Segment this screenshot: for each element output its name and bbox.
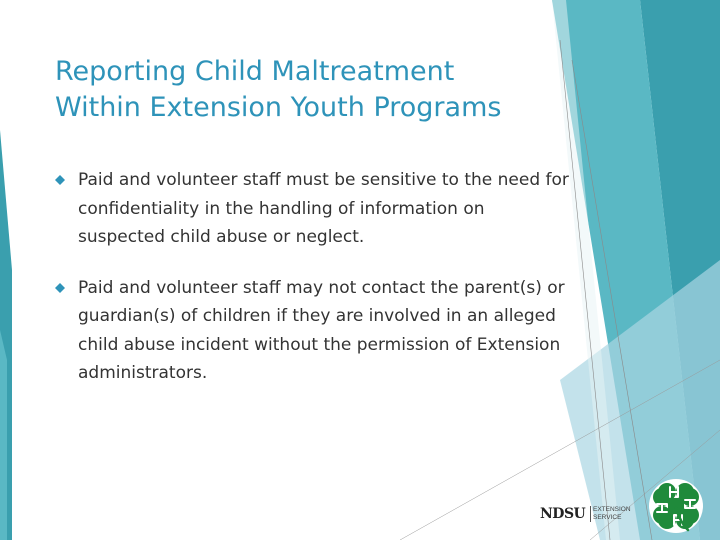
service-label: SERVICE: [593, 514, 622, 521]
title-line-2: Within Extension Youth Programs: [55, 92, 502, 123]
bullet-text: Paid and volunteer staff must be sensitive to the need for confidentiality in the handling of information on suspected child abuse or neglect.: [78, 170, 569, 247]
four-h-clover-icon: [648, 478, 704, 534]
bullet-text: Paid and volunteer staff may not contact the parent(s) or guardian(s) of children if they are involved in an alleged child abuse incident without the permission of Extension administrators.: [78, 277, 565, 383]
bullet-item: [55, 166, 575, 252]
ndsu-wordmark: NDSU: [540, 506, 586, 522]
diamond-bullet-icon: [55, 175, 65, 185]
left-edge-stripe-light: [0, 330, 7, 540]
slide-title: [55, 54, 575, 126]
logo-divider: [590, 506, 591, 522]
bullet-item: [55, 274, 575, 388]
title-line-1: Reporting Child Maltreatment: [55, 56, 455, 87]
diamond-bullet-icon: [55, 283, 65, 293]
extension-label: EXTENSION: [593, 506, 631, 513]
bullet-list: [55, 166, 575, 410]
extension-service-label: [593, 506, 631, 522]
ndsu-extension-logo: [540, 503, 650, 525]
